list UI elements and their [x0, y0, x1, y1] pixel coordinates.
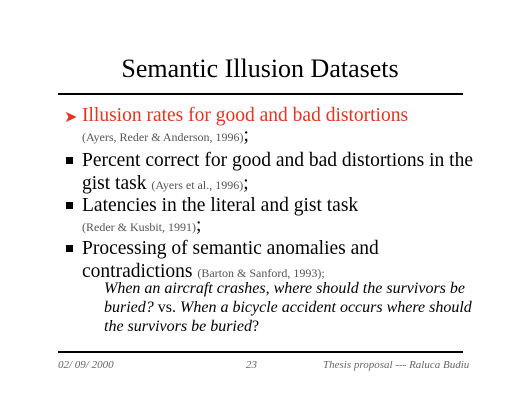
bullet-item-latencies — [64, 194, 358, 236]
footer-author: Thesis proposal --- Raluca Budiu — [323, 359, 470, 371]
bullet-text-continued: contradictions — [82, 261, 193, 282]
square-bullet-icon — [66, 202, 73, 209]
bullet-citation: (Ayers, Reder & Anderson, 1996) — [82, 130, 244, 144]
bullet-semicolon: ; — [243, 173, 249, 194]
title-divider — [58, 93, 463, 95]
bullet-text: Percent correct for good and bad distortions in the — [82, 150, 473, 171]
bullet-citation: (Barton & Sanford, 1993); — [197, 266, 325, 280]
square-bullet-icon — [66, 245, 73, 252]
footer-page-number: 23 — [246, 359, 257, 371]
bullet-text: Illusion rates for good and bad distortions — [82, 105, 409, 126]
slide-title: Semantic Illusion Datasets — [121, 54, 399, 83]
bullet-text: Latencies in the literal and gist task — [82, 195, 359, 216]
bullet-item-semantic-anomalies — [64, 237, 379, 285]
example-versus: vs. — [157, 299, 177, 316]
bullet-item-illusion-rates — [64, 104, 408, 146]
bullet-citation: (Ayers et al., 1996) — [151, 178, 244, 192]
bullet-text: Processing of semantic anomalies and — [82, 238, 379, 259]
square-bullet-icon — [66, 157, 73, 164]
footer-divider — [58, 351, 463, 353]
bullet-semicolon: ; — [195, 215, 202, 236]
bullet-citation: (Reder & Kusbit, 1991) — [82, 220, 196, 234]
footer-date: 02/ 09/ 2000 — [58, 359, 114, 371]
bullet-item-percent-correct — [64, 149, 473, 197]
bullet-text-continued: gist task — [82, 173, 147, 194]
arrow-bullet-icon: ➤ — [64, 109, 78, 126]
example-question-mark: ? — [251, 318, 260, 335]
example-aircraft: When an aircraft crashes, where should the survivors be buried? — [104, 280, 465, 316]
bullet-semicolon: ; — [243, 125, 249, 146]
example-sentences — [104, 279, 474, 336]
example-bicycle: When a bicycle accident occurs where should the survivors be buried — [104, 299, 472, 335]
